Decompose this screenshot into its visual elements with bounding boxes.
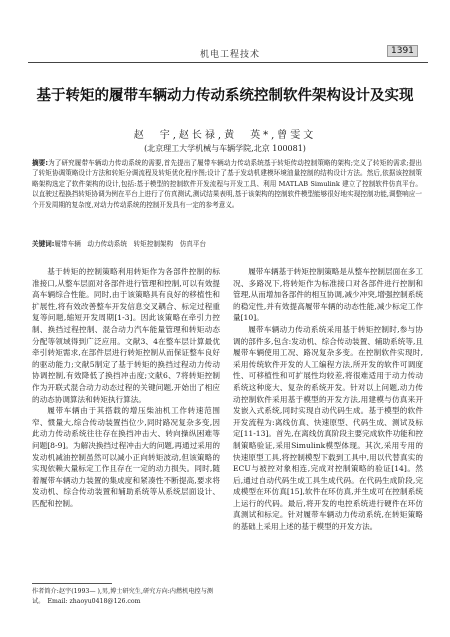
keywords (32, 238, 422, 248)
abstract-text: 为了研究履带车辆动力传动系统的需要,首先提出了履带车辆动力传动系统基于转矩传动控制策略的架构;完义了转矩的需求;提出了转矩协调策略设计方法和转矩分调流程及转矩优化程序图;设计了基于发动机建模环境油量控制的结构设计方法。然后,依据该控制策略架构选定了软件架构的设计,包括:基于模型的控制软件开发流程与开发工具、利用 MATLAB Simulink 建立了控制软件仿真平台。以直驶过程换挡转矩协调为例在平台上进行了仿真测试,测试结果表明,基于该架构的控制软件模型能够很好地实现控制功能,调整响应一个开发周期的复杂度,对动力传动系统的控制开发具有一定的参考意义。 (32, 159, 422, 209)
header-rule (28, 62, 428, 63)
body-column-right (233, 266, 423, 533)
paragraph: 履带车辆基于转矩控制策略是从整车控制层面在多工况、多路况下,将转矩作为标准接口对各部件进行控制和管理,从而增加各部件的相互协调,减少冲突,增强控制系统的稳定性,并有效提高履带车辆的动态性能,减少标定工作量[10]。 (233, 267, 423, 323)
page-number: 1391 (387, 45, 418, 57)
abstract (32, 158, 422, 210)
keywords-text: 履带车辆 动力传动系统 转矩控制架构 仿真平台 (54, 240, 207, 248)
abstract-label: 摘要: (32, 159, 48, 167)
keywords-label: 关键词: (32, 240, 55, 248)
paragraph: 基于转矩的控制策略利用转矩作为各部件控制的标准接口,从整车层面对各部件进行管理和控制,可以有效提高车辆综合性能。同时,由于该策略具有良好的移植性和扩展性,将有效改善整车开发信息交叉耦合、标定过程重复等问题,缩短开发周期[1-3]。因此该策略在牵引力控制、换挡过程控制、混合动力汽车能量管理和转矩动态分配等领域得到广泛应用。文献3、4在整车层计算最优牵引转矩需求,在部件层进行转矩控制从而保证整车良好的驱动能力;文献5制定了基于转矩的换挡过程动力传动协调控制,有效降低了换挡冲击度;文献6、7将转矩控制作为开联式混合动力动态过程的关键问题,开始出了相应的动态协调算法和转矩执行算法。 (32, 267, 220, 404)
paper-title: 基于转矩的履带车辆动力传动系统控制软件架构设计及实现 (36, 88, 414, 104)
paragraph: 履带车辆由于其搭载的增压柴油机工作转速范围窄、惯量大,综合传动装置挡位少,同时路况复杂多变,因此动力传动系统往往存在换挡冲击大、转向操纵困难等问题[8-9]。为解决换挡过程冲击大的问题,再通过采用的发动机减油控制虽然可以减小正向转矩波动,但该策略的实现依赖大量标定工作且存在一定的动力损失。同时,随着履带车辆动力装置的集成度和紧凑性不断提高,要求将发动机、综合传动装置和辅助系统等从系统层面设计、匹配和控制。 (32, 406, 220, 508)
paragraph: 履带车辆动力传动系统采用基于转矩控制时,参与协调的部件多,包含:发动机、综合传动装置、辅助系统等,且履带车辆使用工况、路况复杂多变。在控制软件实现时,采用传统软件开发的人工编程方法,所开发的软件可调度性、可移植性和可扩展性均较差,将很难适用于动力传动系统这种庞大、复杂的系统开发。针对以上问题,动力传动控制软件采用基于模型的开发方法,用建模与仿真来开发嵌入式系统,同时实现自动代码生成。基于模型的软件开发流程为:离线仿真、快速原型、代码生成、测试及标定[11-13]。首先,在离线仿真阶段主要完成软件功能和控制策略验证,采用Simulink模型体现。其次,采用专用的快速原型工具,将控制模型下载到工具中,用以代替真实的ECU与被控对象相连,完成对控制策略的验证[14]。然后,通过自动代码生成工具生成代码。在代码生成阶段,完成模型在环仿真[15],软件在环仿真,并生成可在控制系统上运行的代码。最后,将开发的电控系统进行硬件在环仿真测试和标定。针对履带车辆动力传动系统,在转矩策略的基础上采用上述的基于模型的开发方法。 (233, 324, 423, 532)
body-column-left (32, 266, 220, 509)
affiliation: (北京理工大学机械与车辆学院,北京 100081) (144, 144, 306, 153)
running-header: 机电工程技术 (200, 50, 261, 60)
footnote-rule (32, 583, 112, 584)
author-footnote: 作者简介:赵宇(1993— ),男,博士研究生,研究方向:内燃机电控与测试。 Email: zhaoyu0418@126.com (32, 588, 214, 605)
authors: 赵 宇,赵长禄,黄 英*,曾雯文 (133, 130, 317, 141)
